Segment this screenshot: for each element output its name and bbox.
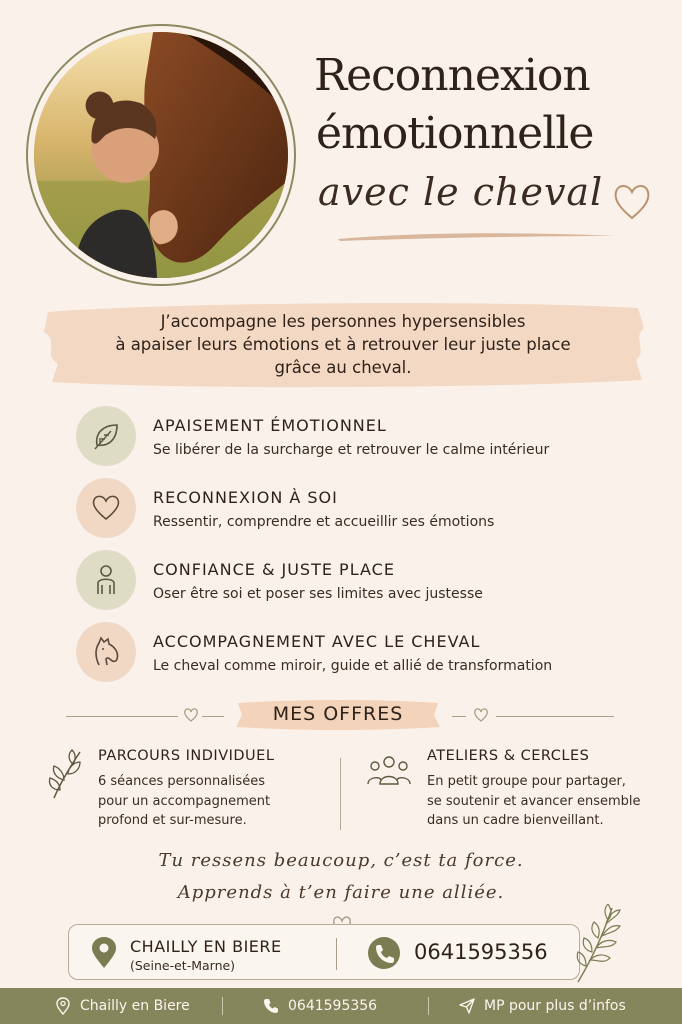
quote-line-2: Apprends à t’en faire une alliée.: [177, 882, 505, 903]
offer-title: ATELIERS & CERCLES: [427, 748, 590, 764]
benefit-description: Ressentir, comprendre et accueillir ses émotions: [153, 514, 495, 530]
heart-doodle-icon: [612, 178, 652, 224]
divider: [66, 716, 178, 717]
quote-line-1: Tu ressens beaucoup, c’est ta force.: [158, 850, 524, 871]
leaf-branch-icon: [572, 904, 624, 984]
leaf-icon: [76, 406, 136, 466]
divider: [452, 716, 466, 717]
offer-individual: [98, 748, 274, 831]
divider: [496, 716, 614, 717]
leaf-branch-icon: [46, 748, 86, 800]
offer-line: En petit groupe pour partager,: [427, 774, 626, 789]
small-heart-icon: [472, 706, 490, 724]
small-heart-icon: [182, 706, 200, 724]
header-photo-frame: [26, 24, 296, 286]
intro-line: grâce au cheval.: [274, 358, 412, 377]
send-icon: [458, 997, 476, 1015]
offer-line: dans un cadre bienveillant.: [427, 813, 604, 828]
offer-line: 6 séances personnalisées: [98, 774, 265, 789]
contact-separator: [336, 938, 337, 970]
page-title-line-1: Reconnexion: [314, 50, 590, 101]
divider: [202, 716, 224, 717]
offer-line: se soutenir et avancer ensemble: [427, 793, 641, 809]
footer-bar: [0, 988, 682, 1024]
benefit-title: ACCOMPAGNEMENT AVEC LE CHEVAL: [153, 632, 481, 651]
benefit-description: Le cheval comme miroir, guide et allié de transformation: [153, 658, 553, 674]
footer-message-text: MP pour plus d’infos: [484, 998, 626, 1014]
footer-separator: [222, 997, 223, 1015]
location-pin-icon: [88, 937, 120, 969]
offer-group: [427, 748, 641, 831]
offers-heading: MES OFFRES: [272, 703, 404, 725]
footer-message[interactable]: [458, 988, 626, 1024]
benefit-title: RECONNEXION À SOI: [153, 488, 338, 507]
page-title-script: avec le cheval: [318, 170, 604, 214]
intro-line: à apaiser leurs émotions et à retrouver leur juste place: [115, 335, 571, 354]
footer-location: [54, 988, 190, 1024]
intro-text: [38, 310, 648, 379]
offer-line: profond et sur-mesure.: [98, 813, 247, 828]
heart-icon: [76, 478, 136, 538]
benefit-item: [76, 622, 636, 686]
contact-phone[interactable]: 0641595356: [414, 940, 548, 964]
benefit-title: APAISEMENT ÉMOTIONNEL: [153, 416, 387, 435]
contact-city: CHAILLY EN BIERE: [130, 937, 282, 956]
phone-icon: [262, 997, 280, 1015]
intro-line: J’accompagne les personnes hypersensibles: [160, 312, 526, 331]
phone-icon: [368, 937, 400, 969]
contact-region: (Seine-et-Marne): [130, 958, 236, 973]
person-icon: [76, 550, 136, 610]
offer-line: pour un accompagnement: [98, 793, 271, 809]
offer-title: PARCOURS INDIVIDUEL: [98, 748, 275, 764]
brush-underline: [336, 230, 618, 242]
footer-phone[interactable]: [262, 988, 377, 1024]
benefit-item: [76, 550, 636, 614]
group-people-icon: [366, 752, 412, 788]
benefit-item: [76, 478, 636, 542]
woman-with-horse-photo: [34, 32, 288, 278]
location-pin-icon: [54, 997, 72, 1015]
benefit-item: [76, 406, 636, 470]
footer-location-text: Chailly en Biere: [80, 998, 190, 1014]
footer-separator: [428, 997, 429, 1015]
page-title-line-2: émotionnelle: [316, 108, 594, 159]
horse-icon: [76, 622, 136, 682]
benefit-description: Se libérer de la surcharge et retrouver le calme intérieur: [153, 442, 550, 458]
benefit-title: CONFIANCE & JUSTE PLACE: [153, 560, 395, 579]
benefit-description: Oser être soi et poser ses limites avec justesse: [153, 586, 483, 602]
footer-phone-text: 0641595356: [288, 998, 378, 1014]
offer-divider: [340, 758, 341, 830]
